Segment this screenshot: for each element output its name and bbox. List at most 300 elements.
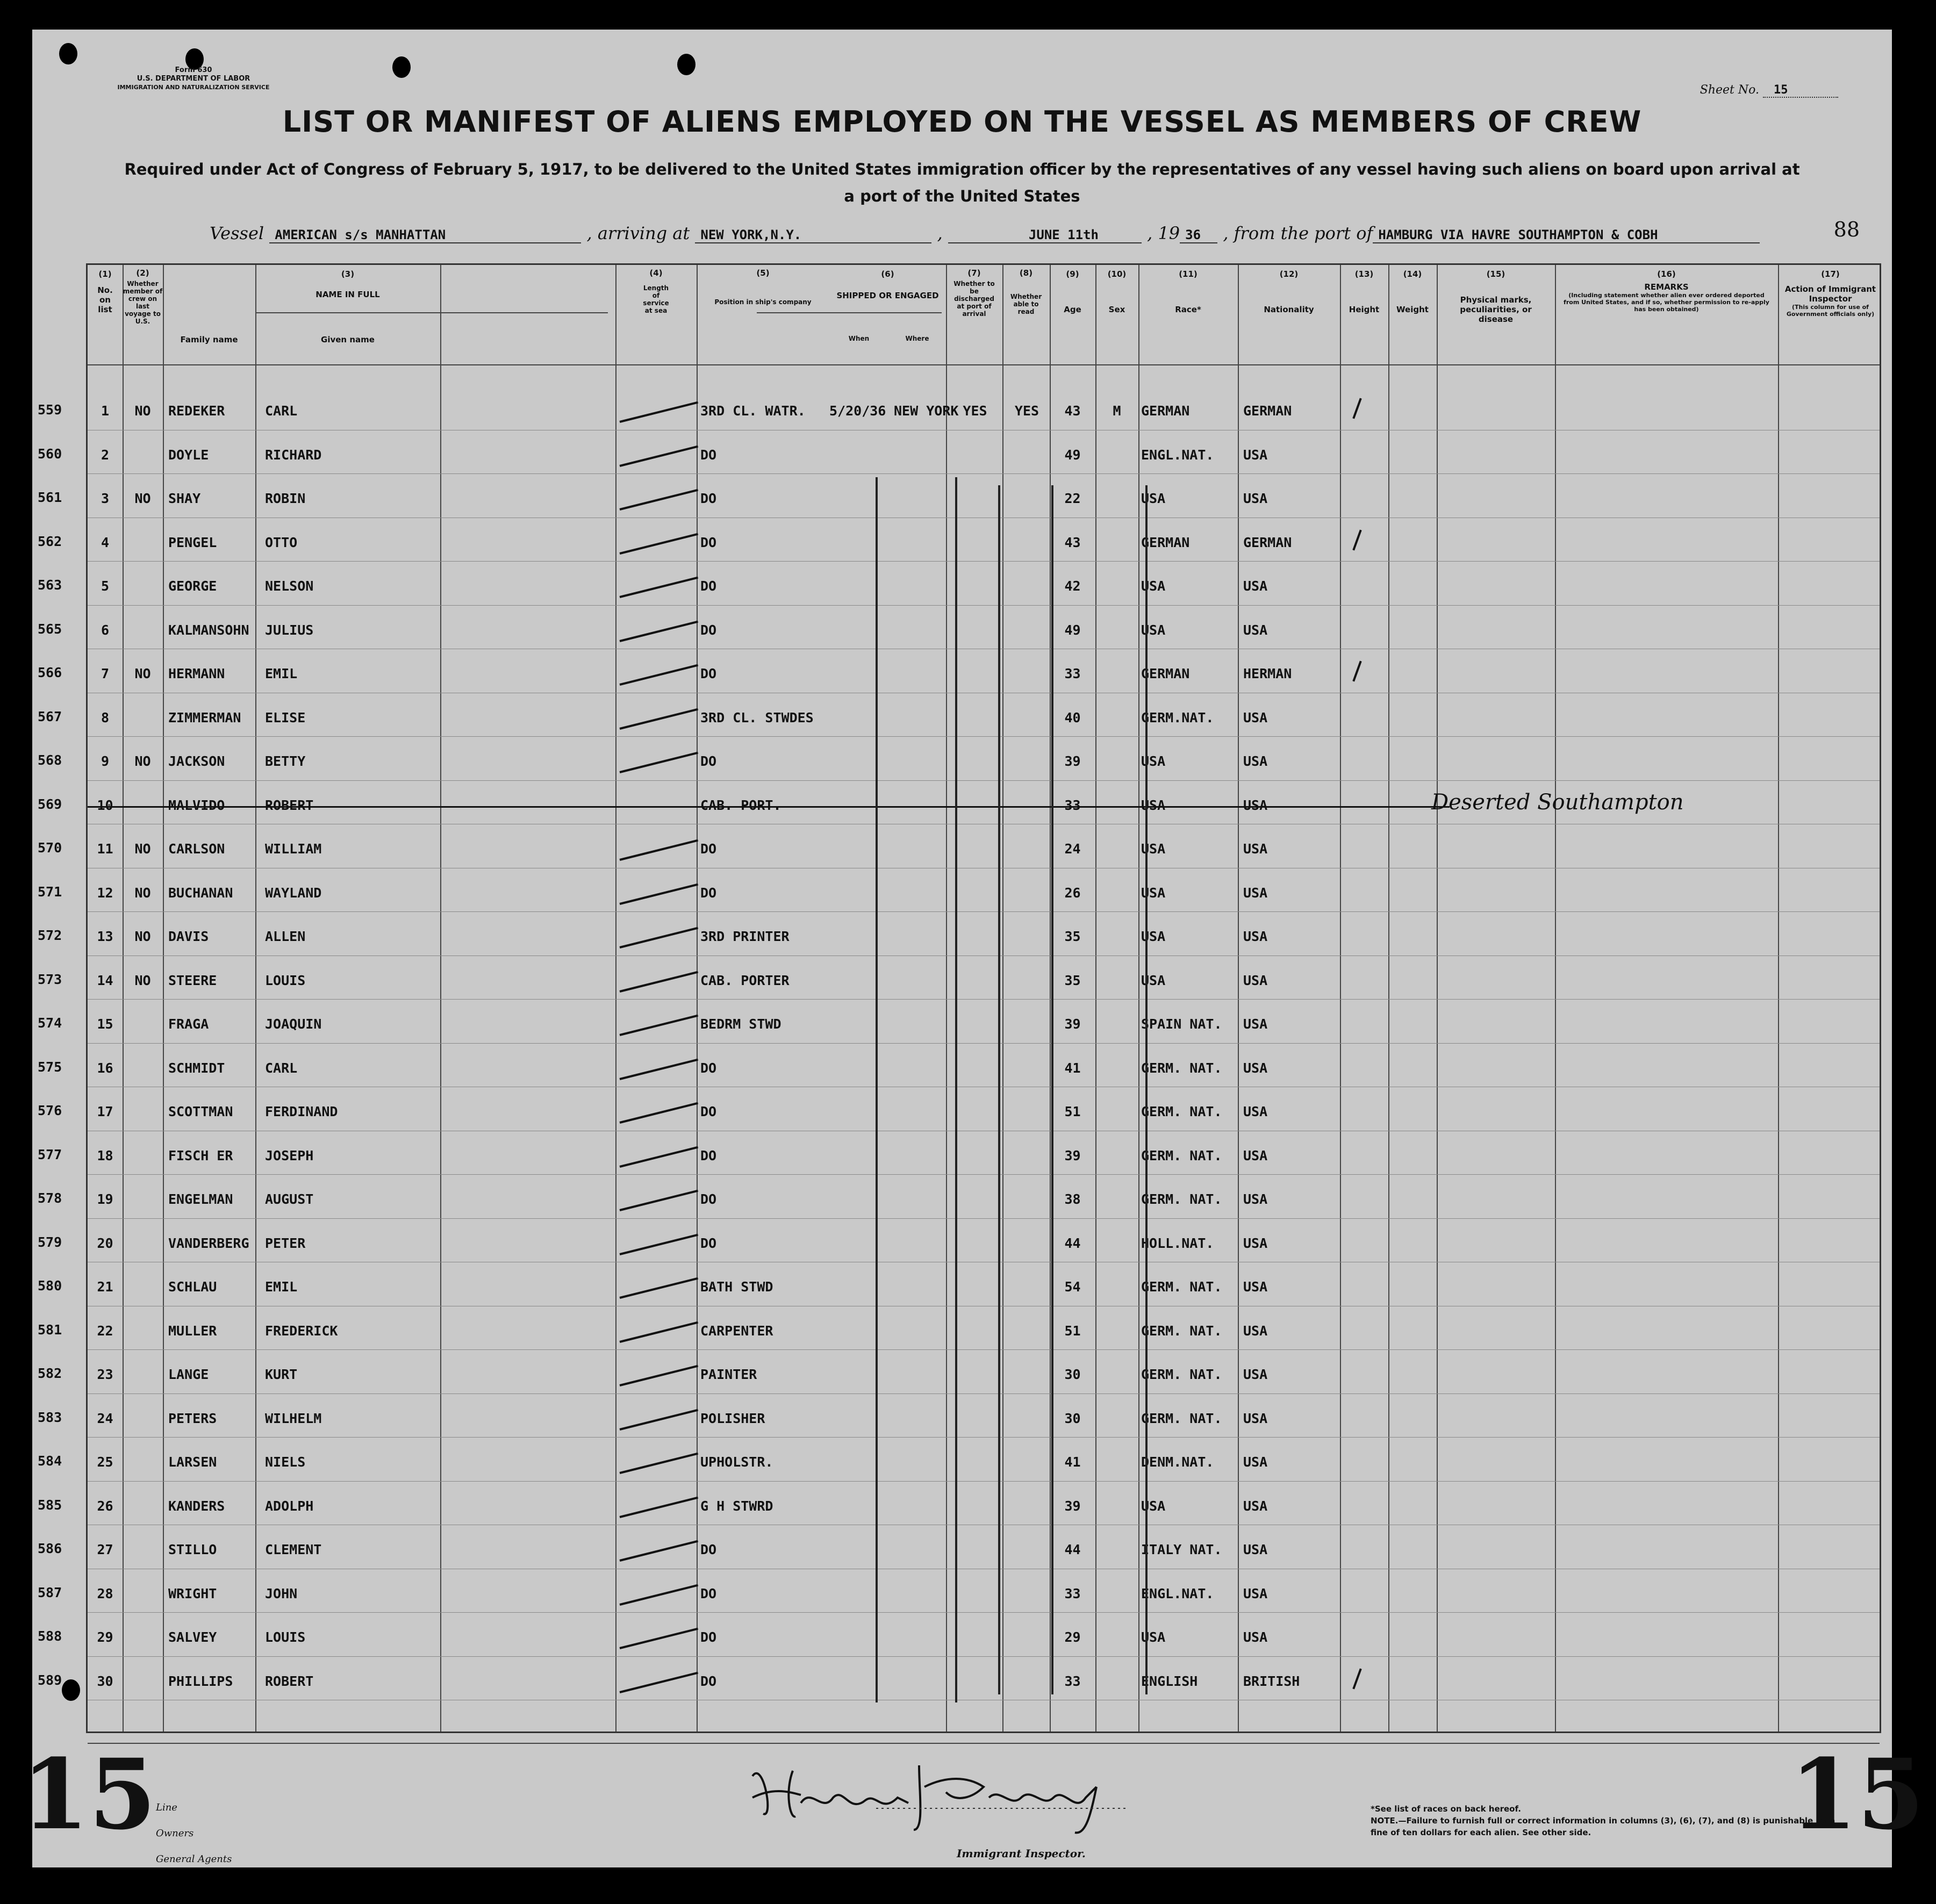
- service-mark: [620, 927, 699, 949]
- table-row: [88, 610, 1880, 655]
- service-mark: [620, 401, 699, 423]
- table-row: [88, 1180, 1880, 1224]
- cell-given: AUGUST: [265, 1191, 314, 1207]
- service-mark: [620, 1102, 699, 1124]
- ledger-line-number: 567: [38, 708, 62, 724]
- cell-age: 35: [1064, 972, 1081, 988]
- service-mark: [620, 1190, 699, 1211]
- service-mark: [620, 1146, 699, 1167]
- ledger-line-number: 563: [38, 577, 62, 593]
- cell-nationality: HERMAN: [1243, 666, 1292, 681]
- col-2-header: (2) Whether member of crew on last voyage to U.S.: [123, 268, 163, 325]
- ledger-line-number: 582: [38, 1366, 62, 1381]
- cell-nationality: USA: [1243, 1279, 1268, 1295]
- col-3a-header: Family name: [180, 335, 238, 344]
- cell-age: 39: [1064, 1498, 1081, 1514]
- cell-position: DO: [700, 1542, 717, 1557]
- service-mark: [620, 1058, 699, 1080]
- cell-no: 20: [97, 1235, 113, 1251]
- table-row: [88, 829, 1880, 873]
- cell-given: ALLEN: [265, 929, 306, 944]
- table-row: [88, 917, 1880, 961]
- cell-age: 38: [1064, 1191, 1081, 1207]
- cell-nationality: GERMAN: [1243, 403, 1292, 419]
- cell-age: 44: [1064, 1235, 1081, 1251]
- cell-sex: M: [1113, 403, 1121, 419]
- cell-family: PETERS: [168, 1410, 217, 1426]
- cell-given: ELISE: [265, 709, 306, 725]
- cell-prev: NO: [134, 885, 151, 901]
- col-12-header: (12) Nationality: [1264, 269, 1314, 314]
- cell-given: FREDERICK: [265, 1323, 338, 1339]
- service-mark: [620, 1233, 699, 1255]
- col-5-header: (5) Position in ship's company: [714, 268, 812, 306]
- cell-position: UPHOLSTR.: [700, 1454, 773, 1470]
- cell-position: DO: [700, 753, 717, 769]
- cell-no: 7: [101, 666, 110, 681]
- cell-prev: NO: [134, 753, 151, 769]
- cell-nationality: USA: [1243, 1235, 1268, 1251]
- table-row: [88, 1224, 1880, 1268]
- cell-position: DO: [700, 1104, 717, 1119]
- service-mark: [620, 664, 699, 686]
- manifest-sheet: [21, 30, 1925, 1867]
- table-row: [88, 566, 1880, 610]
- cell-given: ROBERT: [265, 797, 314, 813]
- cell-race: HOLL.NAT.: [1141, 1235, 1214, 1251]
- cell-family: FISCH ER: [168, 1147, 233, 1163]
- col-6b-header: Where: [905, 335, 929, 342]
- department-name: U.S. DEPARTMENT OF LABOR: [137, 75, 250, 83]
- cell-race: USA: [1141, 929, 1166, 944]
- cell-position: DO: [700, 1147, 717, 1163]
- cell-given: NIELS: [265, 1454, 306, 1470]
- cell-no: 12: [97, 885, 113, 901]
- cell-age: 39: [1064, 1016, 1081, 1032]
- ledger-line-number: 578: [38, 1190, 62, 1206]
- form-identifier: [91, 66, 296, 92]
- cell-position: G H STWRD: [700, 1498, 773, 1514]
- cell-position: CAB. PORT.: [700, 797, 781, 813]
- cell-position: DO: [700, 1191, 717, 1207]
- cell-given: WILHELM: [265, 1410, 322, 1426]
- cell-age: 51: [1064, 1323, 1081, 1339]
- vessel-line: Vessel AMERICAN s/s MANHATTAN , arriving at NEW YORK,N.Y. , JUNE 11th , 19 36 , from the port of HAMBURG VIA HAVRE SOUTHAMPTON & COBH: [210, 223, 1760, 243]
- cell-given: RICHARD: [265, 447, 322, 463]
- year-value: 36: [1180, 227, 1217, 243]
- cell-given: JULIUS: [265, 622, 314, 638]
- cell-position: DO: [700, 447, 717, 463]
- cell-given: LOUIS: [265, 972, 306, 988]
- col-11-header: (11) Race*: [1175, 269, 1201, 314]
- cell-given: FERDINAND: [265, 1104, 338, 1119]
- table-row: [88, 786, 1880, 830]
- ledger-line-number: 562: [38, 533, 62, 549]
- cell-no: 17: [97, 1104, 113, 1119]
- cell-family: DAVIS: [168, 929, 209, 944]
- cell-family: KALMANSOHN: [168, 622, 249, 638]
- ledger-line-number: 577: [38, 1146, 62, 1162]
- line-label: Line: [156, 1802, 177, 1813]
- table-row: [88, 873, 1880, 917]
- cell-family: LARSEN: [168, 1454, 217, 1470]
- table-row: [88, 523, 1880, 567]
- ledger-line-number: 586: [38, 1541, 62, 1556]
- cell-given: JOSEPH: [265, 1147, 314, 1163]
- table-row: [88, 1399, 1880, 1443]
- manifest-table: [86, 263, 1881, 1733]
- col-1-header: (1) No. on list: [97, 269, 113, 314]
- ledger-line-number: 589: [38, 1672, 62, 1688]
- service-mark: [620, 708, 699, 729]
- cell-given: KURT: [265, 1367, 298, 1382]
- table-row: [88, 654, 1880, 698]
- cell-age: 39: [1064, 1147, 1081, 1163]
- punch-hole: [59, 43, 77, 64]
- ledger-line-number: 587: [38, 1584, 62, 1600]
- cell-race: USA: [1141, 753, 1166, 769]
- inspector-signature: [742, 1755, 1150, 1835]
- col-17-header: (17) Action of Immigrant Inspector (This column for use of Government officials only): [1784, 269, 1876, 318]
- cell-race: GERM.NAT.: [1141, 709, 1214, 725]
- cell-age: 54: [1064, 1279, 1081, 1295]
- arriving-value: NEW YORK,N.Y.: [695, 227, 931, 243]
- footnotes: [1371, 1803, 1844, 1838]
- check-mark: [1352, 398, 1361, 419]
- cell-nationality: USA: [1243, 622, 1268, 638]
- cell-race: USA: [1141, 972, 1166, 988]
- table-row: [88, 961, 1880, 1005]
- inspector-label: Immigrant Inspector.: [957, 1847, 1086, 1860]
- service-mark: [620, 533, 699, 554]
- cell-given: EMIL: [265, 666, 298, 681]
- table-row: [88, 1662, 1880, 1706]
- cell-nationality: USA: [1243, 709, 1268, 725]
- cell-age: 42: [1064, 578, 1081, 594]
- cell-position: DO: [700, 578, 717, 594]
- cell-race: GERM. NAT.: [1141, 1060, 1222, 1076]
- cell-prev: NO: [134, 972, 151, 988]
- col-13-header: (13) Height: [1349, 269, 1380, 314]
- cell-family: CARLSON: [168, 841, 225, 857]
- ledger-line-number: 573: [38, 971, 62, 987]
- cell-given: LOUIS: [265, 1629, 306, 1645]
- cell-age: 33: [1064, 797, 1081, 813]
- cell-family: WRIGHT: [168, 1585, 217, 1601]
- ledger-line-number: 588: [38, 1628, 62, 1644]
- cell-nationality: USA: [1243, 1060, 1268, 1076]
- cell-age: 29: [1064, 1629, 1081, 1645]
- table-row: [88, 1267, 1880, 1311]
- col-14-header: (14) Weight: [1396, 269, 1429, 314]
- col-8-header: (8) Whether able to read: [1010, 268, 1042, 315]
- cell-nationality: USA: [1243, 578, 1268, 594]
- service-mark: [620, 1671, 699, 1693]
- service-mark: [620, 1015, 699, 1036]
- service-name: IMMIGRATION AND NATURALIZATION SERVICE: [117, 84, 270, 91]
- cell-no: 6: [101, 622, 110, 638]
- cell-race: USA: [1141, 1498, 1166, 1514]
- cell-nationality: USA: [1243, 929, 1268, 944]
- cell-race: ITALY NAT.: [1141, 1542, 1222, 1557]
- table-row: [88, 1004, 1880, 1048]
- cell-nationality: USA: [1243, 1104, 1268, 1119]
- ledger-line-number: 585: [38, 1497, 62, 1513]
- cell-when: 5/20/36: [829, 403, 886, 419]
- cell-no: 15: [97, 1016, 113, 1032]
- table-row: [88, 698, 1880, 742]
- cell-position: DO: [700, 1585, 717, 1601]
- ledger-line-number: 570: [38, 840, 62, 856]
- service-mark: [620, 445, 699, 466]
- cell-family: SALVEY: [168, 1629, 217, 1645]
- cell-nationality: USA: [1243, 1454, 1268, 1470]
- cell-family: ZIMMERMAN: [168, 709, 241, 725]
- cell-no: 13: [97, 929, 113, 944]
- punch-hole: [677, 54, 695, 75]
- cell-no: 29: [97, 1629, 113, 1645]
- ledger-line-number: 576: [38, 1103, 62, 1118]
- check-mark: [1352, 529, 1361, 550]
- cell-no: 16: [97, 1060, 113, 1076]
- arriving-label: , arriving at: [586, 223, 690, 243]
- cell-race: SPAIN NAT.: [1141, 1016, 1222, 1032]
- service-mark: [620, 883, 699, 904]
- cell-nationality: USA: [1243, 1498, 1268, 1514]
- ledger-line-number: 566: [38, 665, 62, 680]
- cell-family: STEERE: [168, 972, 217, 988]
- ledger-line-number: 574: [38, 1015, 62, 1031]
- cell-discharged: YES: [963, 403, 987, 419]
- ledger-line-number: 565: [38, 621, 62, 637]
- ledger-line-number: 581: [38, 1321, 62, 1338]
- cell-no: 9: [101, 753, 110, 769]
- cell-position: CAB. PORTER: [700, 972, 790, 988]
- footnote-penalty: NOTE.—Failure to furnish full or correct information in columns (3), (6), (7), and (8) is punishable by a fine of ten dollars for each alien. See other side.: [1371, 1816, 1835, 1837]
- check-mark: [1352, 1668, 1361, 1689]
- ledger-line-number: 575: [38, 1059, 62, 1075]
- cell-family: GEORGE: [168, 578, 217, 594]
- document-subtitle: Required under Act of Congress of February 5, 1917, to be delivered to the United States immigration officer by the representatives of any vessel having such aliens on board upon arrival at a port of the United States: [124, 160, 1800, 205]
- folio-number: 88: [1833, 218, 1860, 241]
- cell-no: 3: [101, 491, 110, 506]
- cell-nationality: USA: [1243, 1016, 1268, 1032]
- cell-family: PHILLIPS: [168, 1673, 233, 1689]
- cell-race: ENGLISH: [1141, 1673, 1198, 1689]
- col-6-header: (6) SHIPPED OR ENGAGED: [836, 269, 939, 300]
- cell-position: DO: [700, 491, 717, 506]
- cell-race: DENM.NAT.: [1141, 1454, 1214, 1470]
- sheet-number-label: Sheet No.: [1700, 83, 1759, 97]
- cell-position: POLISHER: [700, 1410, 765, 1426]
- cell-prev: NO: [134, 403, 151, 419]
- cell-family: SHAY: [168, 491, 201, 506]
- cell-nationality: BRITISH: [1243, 1673, 1300, 1689]
- ledger-line-number: 560: [38, 446, 62, 462]
- cell-family: MULLER: [168, 1323, 217, 1339]
- cell-nationality: USA: [1243, 447, 1268, 463]
- cell-nationality: USA: [1243, 1367, 1268, 1382]
- sheet-number-value: 15: [1763, 83, 1838, 98]
- cell-given: BETTY: [265, 753, 306, 769]
- from-port-value: HAMBURG VIA HAVRE SOUTHAMPTON & COBH: [1373, 227, 1760, 243]
- cell-nationality: USA: [1243, 885, 1268, 901]
- form-number: Form 630: [175, 66, 212, 74]
- cell-position: DO: [700, 622, 717, 638]
- cell-no: 23: [97, 1367, 113, 1382]
- arrival-date: JUNE 11th: [948, 227, 1142, 243]
- cell-age: 49: [1064, 622, 1081, 638]
- cell-no: 10: [97, 797, 113, 813]
- service-mark: [620, 752, 699, 773]
- service-mark: [620, 1628, 699, 1649]
- remark-text: Deserted Southampton: [1431, 789, 1684, 815]
- cell-given: JOAQUIN: [265, 1016, 322, 1032]
- col-3b-header: Given name: [321, 335, 375, 344]
- cell-family: JACKSON: [168, 753, 225, 769]
- cell-family: ENGELMAN: [168, 1191, 233, 1207]
- service-mark: [620, 1409, 699, 1430]
- cell-race: ENGL.NAT.: [1141, 1585, 1214, 1601]
- service-mark: [620, 1321, 699, 1342]
- cell-age: 22: [1064, 491, 1081, 506]
- table-row: [88, 1048, 1880, 1093]
- cell-no: 21: [97, 1279, 113, 1295]
- cell-family: SCOTTMAN: [168, 1104, 233, 1119]
- cell-position: DO: [700, 1235, 717, 1251]
- cell-age: 43: [1064, 534, 1081, 550]
- cell-family: SCHLAU: [168, 1279, 217, 1295]
- ledger-line-number: 580: [38, 1278, 62, 1294]
- table-row: [88, 1355, 1880, 1399]
- vessel-label: Vessel: [210, 223, 264, 243]
- cell-position: DO: [700, 534, 717, 550]
- cell-nationality: USA: [1243, 491, 1268, 506]
- col-16-header: (16) REMARKS (Including statement whether alien ever ordered deported from United States, and if so, whether permission to re-apply has been obtained): [1564, 269, 1769, 313]
- cell-family: KANDERS: [168, 1498, 225, 1514]
- cell-family: DOYLE: [168, 447, 209, 463]
- cell-given: CLEMENT: [265, 1542, 322, 1557]
- cell-age: 44: [1064, 1542, 1081, 1557]
- cell-no: 14: [97, 972, 113, 988]
- cell-race: USA: [1141, 841, 1166, 857]
- col-4-header: (4) Length of service at sea: [643, 268, 669, 314]
- sheet-number-stamp-left: 15: [21, 1738, 156, 1851]
- sheet-number-stamp-right: 15: [1790, 1738, 1925, 1851]
- cell-nationality: USA: [1243, 1542, 1268, 1557]
- ledger-line-number: 572: [38, 928, 62, 943]
- cell-nationality: USA: [1243, 1191, 1268, 1207]
- cell-prev: NO: [134, 841, 151, 857]
- cell-age: 35: [1064, 929, 1081, 944]
- cell-given: PETER: [265, 1235, 306, 1251]
- table-row: [88, 1136, 1880, 1180]
- cell-no: 2: [101, 447, 110, 463]
- table-row: [88, 742, 1880, 786]
- cell-position: DO: [700, 1673, 717, 1689]
- cell-race: USA: [1141, 797, 1166, 813]
- cell-position: DO: [700, 1060, 717, 1076]
- document-title: LIST OR MANIFEST OF ALIENS EMPLOYED ON THE VESSEL AS MEMBERS OF CREW: [282, 105, 1642, 139]
- table-row: [88, 1574, 1880, 1618]
- service-mark: [620, 1453, 699, 1474]
- cell-nationality: USA: [1243, 1410, 1268, 1426]
- table-row: [88, 1311, 1880, 1355]
- cell-position: BEDRM STWD: [700, 1016, 781, 1032]
- cell-family: VANDERBERG: [168, 1235, 249, 1251]
- service-mark: [620, 1277, 699, 1299]
- ledger-line-number: 568: [38, 752, 62, 768]
- service-mark: [620, 1365, 699, 1386]
- cell-given: ADOLPH: [265, 1498, 314, 1514]
- cell-age: 33: [1064, 666, 1081, 681]
- col-7-header: (7) Whether to be discharged at port of arrival: [953, 268, 995, 318]
- table-row: [88, 391, 1880, 435]
- cell-family: HERMANN: [168, 666, 225, 681]
- cell-read: YES: [1014, 403, 1039, 419]
- from-port-label: , from the port of: [1223, 223, 1373, 243]
- footnote-races: *See list of races on back hereof.: [1371, 1804, 1521, 1814]
- col-6a-header: When: [848, 335, 870, 342]
- check-mark: [1352, 661, 1361, 682]
- ledger-line-number: 561: [38, 490, 62, 505]
- ledger-line-number: 584: [38, 1453, 62, 1469]
- service-mark: [620, 577, 699, 598]
- cell-age: 33: [1064, 1585, 1081, 1601]
- cell-no: 30: [97, 1673, 113, 1689]
- table-row: [88, 1486, 1880, 1531]
- cell-nationality: GERMAN: [1243, 534, 1292, 550]
- cell-no: 22: [97, 1323, 113, 1339]
- cell-nationality: USA: [1243, 1585, 1268, 1601]
- table-row: [88, 1530, 1880, 1574]
- col-15-header: (15) Physical marks, peculiarities, or disease: [1460, 269, 1532, 324]
- cell-position: PAINTER: [700, 1367, 757, 1382]
- cell-nationality: USA: [1243, 1629, 1268, 1645]
- owners-label: Owners: [156, 1828, 194, 1839]
- cell-nationality: USA: [1243, 797, 1268, 813]
- cell-race: GERM. NAT.: [1141, 1367, 1222, 1382]
- year-prefix: 19: [1158, 223, 1180, 243]
- cell-no: 8: [101, 709, 110, 725]
- cell-position: CARPENTER: [700, 1323, 773, 1339]
- cell-age: 49: [1064, 447, 1081, 463]
- cell-race: USA: [1141, 885, 1166, 901]
- strike-through-line: [88, 806, 1450, 808]
- cell-given: EMIL: [265, 1279, 298, 1295]
- service-mark: [620, 1584, 699, 1605]
- cell-position: BATH STWD: [700, 1279, 773, 1295]
- cell-position: DO: [700, 666, 717, 681]
- cell-family: SCHMIDT: [168, 1060, 225, 1076]
- cell-nationality: USA: [1243, 753, 1268, 769]
- ledger-line-number: 571: [38, 883, 62, 900]
- cell-prev: NO: [134, 929, 151, 944]
- cell-family: FRAGA: [168, 1016, 209, 1032]
- cell-race: USA: [1141, 491, 1166, 506]
- cell-race: GERM. NAT.: [1141, 1323, 1222, 1339]
- cell-no: 11: [97, 841, 113, 857]
- cell-race: USA: [1141, 622, 1166, 638]
- cell-position: DO: [700, 885, 717, 901]
- cell-no: 27: [97, 1542, 113, 1557]
- owner-agent-lines: [156, 1795, 232, 1872]
- cell-given: JOHN: [265, 1585, 298, 1601]
- cell-no: 4: [101, 534, 110, 550]
- cell-no: 26: [97, 1498, 113, 1514]
- cell-given: NELSON: [265, 578, 314, 594]
- cell-given: CARL: [265, 1060, 298, 1076]
